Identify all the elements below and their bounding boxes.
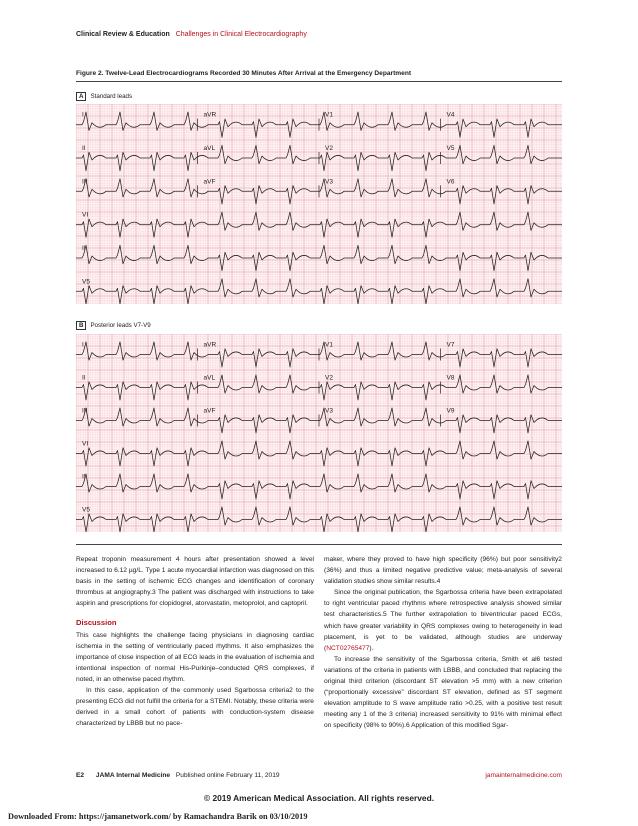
ecg-paper [76,104,562,304]
lead-label: V7 [446,341,455,349]
paragraph: This case highlights the challenge facing physicians in diagnosing cardiac ischemia in the setting of ventricularly paced rhythms. It also emphasizes the importance of close inspection of all ECG leads in the evaluation of ischemia and intentional inspection of normal His-Purkinje–conducted QRS complexes, if noted, in an otherwise paced rhythm. [76,631,314,683]
published-date: Published online February 11, 2019 [175,772,280,779]
figure-bottom-rule [76,544,562,545]
lead-label: aVF [203,407,216,415]
lead-label: VI [82,440,89,448]
figure-title: Figure 2. Twelve-Lead Electrocardiograms Recorded 30 Minutes After Arrival at the Emergency Department [76,70,412,77]
ecg-strip-b [76,334,562,532]
journal-url[interactable]: jamainternalmedicine.com [485,772,562,779]
lead-label: V9 [446,407,455,415]
lead-label: V1 [325,111,333,119]
lead-label: V4 [446,111,455,119]
panel-a-title: Standard leads [90,93,133,100]
lead-label: V3 [325,178,333,186]
discussion-heading: Discussion [76,618,117,628]
right-column [324,554,562,732]
lead-label: V1 [325,341,333,349]
panel-b-letter: B [76,321,86,330]
lead-label: V5 [446,145,455,152]
paragraph: In this case, application of the commonly used Sgarbossa criteria2 to the presenting ECG did not fulfill the criteria for a STEMI. Notably, these criteria were derived in a small cohort of patients with conduction-system disease characterized by LBBB but no pace- [76,687,314,728]
lead-label: II [82,145,86,152]
section-label: Clinical Review & Education [76,31,170,38]
lead-label: II [82,374,86,382]
lead-label: aVR [203,111,217,119]
ecg-panel-a [76,104,562,304]
panel-a-letter: A [76,92,86,101]
lead-label: I [82,341,84,349]
paragraph: To increase the sensitivity of the Sgarbossa criteria, Smith et al6 tested variations of the criteria in patients with LBBB, and concluded that replacing the original third criterion (discordant ST elevation >5 mm) with a new criterion (“proportionally excessive” discordant ST elevation, defined as ST segment elevation amplitude to S wave amplitude ratio >0.25, with a positive test result meeting any 1 of the 3 criteria) increased sensitivity to 91% with minimal effect on specificity (98% to 90%).6 Application of this modified Sgar- [324,655,562,730]
lead-label: VI [82,211,89,219]
paragraph [324,587,562,654]
lead-label: II [82,473,86,481]
lead-label: aVL [203,374,216,382]
left-column [76,554,314,729]
lead-label: I [82,111,84,119]
journal-name: JAMA Internal Medicine [95,772,171,779]
subsection-link[interactable]: Challenges in Clinical Electrocardiography [175,31,307,38]
lead-label: aVR [203,341,217,349]
lead-label: III [82,178,88,186]
lead-label: aVF [203,178,216,186]
lead-label: aVL [203,145,216,152]
page-number: E2 [76,772,85,779]
panel-b-title: Posterior leads V7-V9 [90,322,151,329]
lead-label: V3 [325,407,333,415]
paragraph: Repeat troponin measurement 4 hours after presentation showed a level increased to 6.12 µg/L. Type 1 acute myocardial infarction was diagnosed on this basis in the setting of ischemic ECG changes and identification of coronary thrombus at angiography.3 The patient was discharged with instructions to take aspirin and prescriptions for clopidogrel, atorvastatin, metoprolol, and captopril. [76,556,314,608]
download-stamp: Downloaded From: https://jamanetwork.com/ by Ramachandra Barik on 03/10/2019 [8,812,308,821]
ecg-strip-a [76,104,562,304]
lead-label: II [82,245,86,252]
panel-a-label [76,92,132,101]
page-footer [76,772,562,779]
trial-link[interactable]: NCT02765477 [326,644,370,652]
running-header [76,31,307,38]
panel-b-label [76,321,151,330]
ecg-paper [76,334,562,532]
lead-label: V6 [446,178,455,186]
paragraph: maker, where they proved to have high specificity (96%) but poor sensitivity2 (36%) and thus a limited negative predictive value; meta-analysis of several validation studies show similar results.4 [324,556,562,586]
lead-label: III [82,407,88,415]
paragraph-text: Since the original publication, the Sgarbossa criteria have been extrapolated to right ventricular paced rhythms where retrospective analysis showed similar test characteristics.5 The further extrapolation to biventricular paced ECGs, which have greater variability in QRS complexes owing to heterogeneity in lead placement, is yet to be validated, although studies are underway ( [324,589,562,652]
copyright-notice: © 2019 American Medical Association. All rights reserved. [203,793,435,803]
paragraph-text: ). [369,644,374,652]
lead-label: V2 [325,374,333,382]
lead-label: V2 [325,145,333,152]
lead-label: V5 [82,278,90,286]
lead-label: V8 [446,374,455,382]
figure-top-rule [76,81,562,82]
ecg-panel-b [76,334,562,532]
lead-label: V5 [82,506,90,514]
